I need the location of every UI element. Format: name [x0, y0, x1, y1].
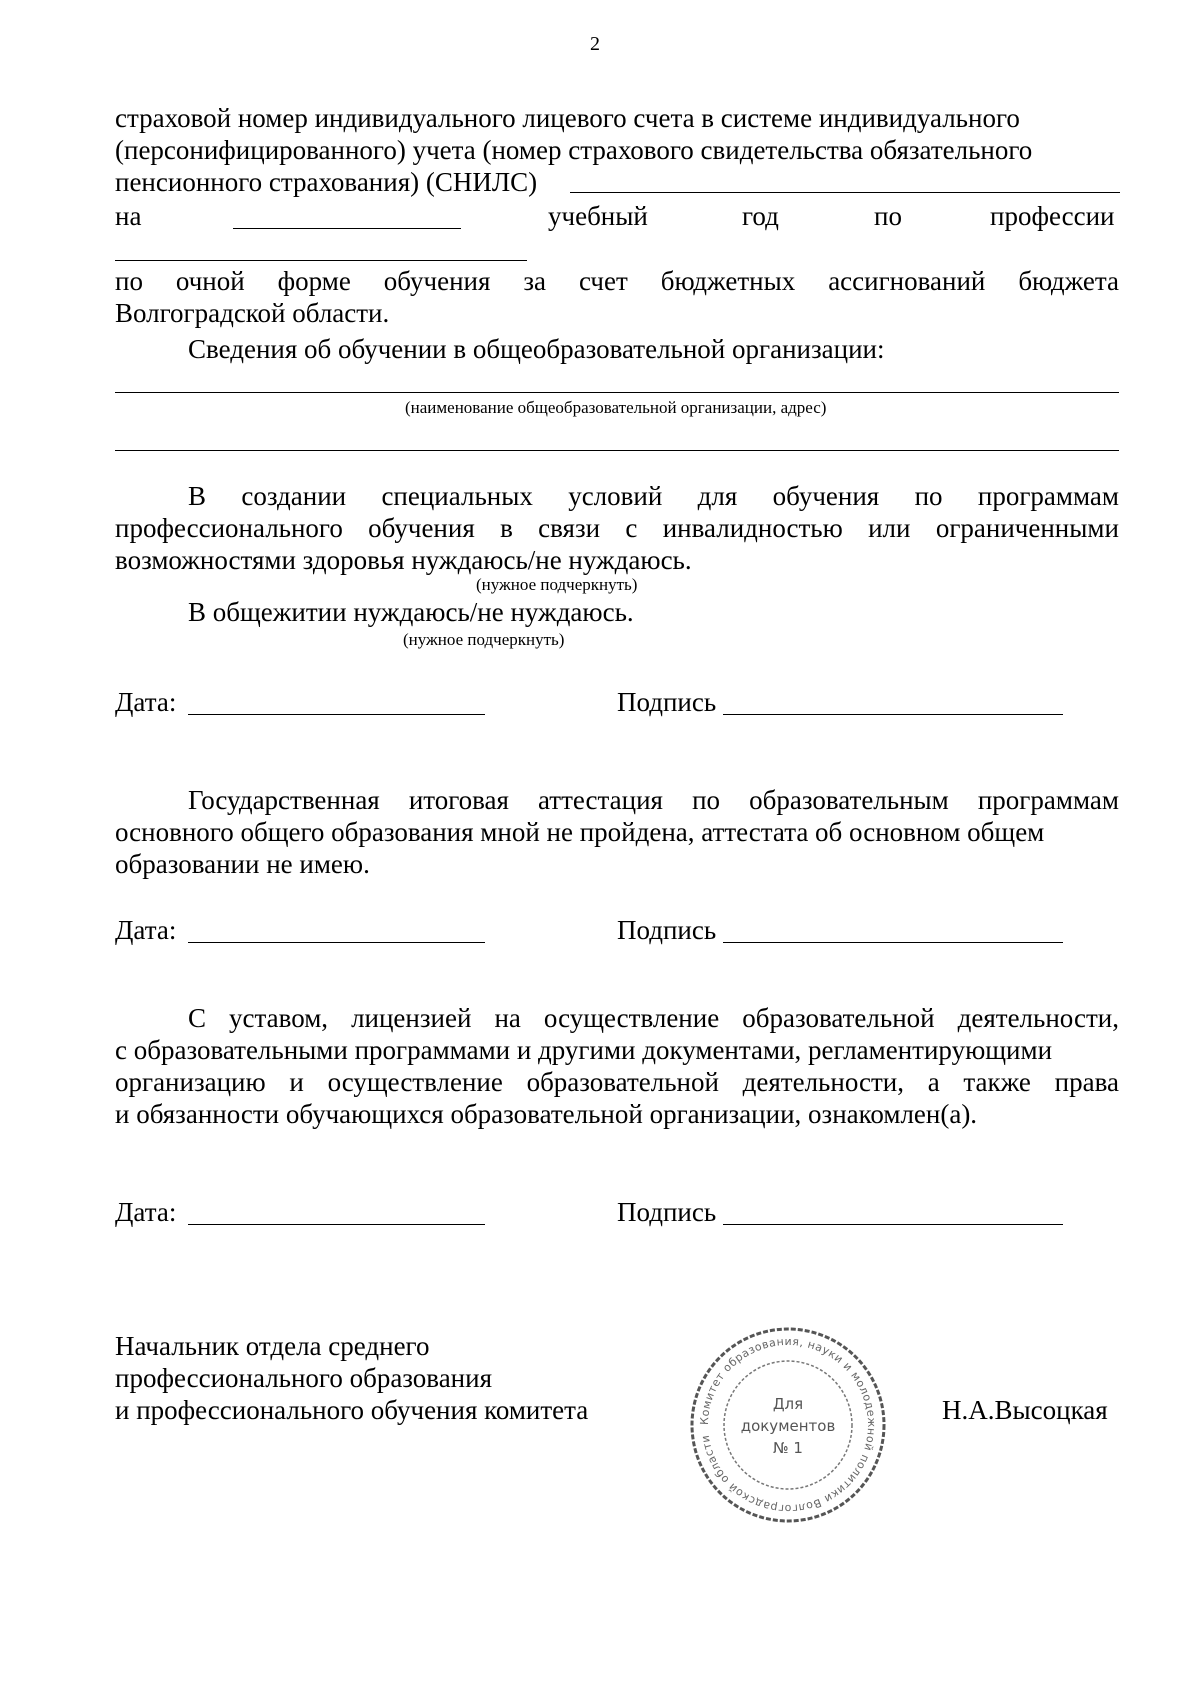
dormitory-hint: (нужное подчеркнуть)	[403, 630, 565, 649]
acquaintance-line-4: и обязанности обучающихся образовательной организации, ознакомлен(а).	[115, 1099, 978, 1129]
study-form-line-2: Волгоградской области.	[115, 298, 390, 328]
date-blank-1[interactable]	[188, 714, 485, 715]
acquaintance-word: права	[1054, 1067, 1119, 1097]
attestation-word: по	[692, 785, 721, 815]
attestation-word: программам	[977, 785, 1119, 815]
snils-blank[interactable]	[570, 192, 1120, 193]
special-conditions-word: обучения	[368, 513, 475, 543]
acquaintance-word: также	[963, 1067, 1031, 1097]
attestation-line-2: основного общего образования мной не пройдена, аттестата об основном общем	[115, 817, 1045, 847]
special-conditions-word: ограниченными	[935, 513, 1119, 543]
study-form-word: бюджета	[1018, 266, 1119, 296]
special-conditions-line-1	[188, 480, 1119, 512]
study-form-word: за	[523, 266, 547, 296]
page-number: 2	[590, 33, 600, 55]
special-conditions-hint: (нужное подчеркнуть)	[476, 575, 638, 594]
acquaintance-word: образовательной	[742, 1003, 935, 1033]
signatory-name: Н.А.Высоцкая	[942, 1395, 1108, 1425]
special-conditions-word: создании	[241, 481, 347, 511]
study-form-word: счет	[578, 266, 628, 296]
school-name-blank[interactable]	[115, 392, 1119, 393]
special-conditions-word: профессионального	[115, 513, 343, 543]
year-row-word-4: по	[874, 201, 902, 231]
stamp-center-line-2: документов	[740, 1417, 836, 1435]
acquaintance-word: а	[927, 1067, 940, 1097]
signature-blank-3[interactable]	[723, 1224, 1063, 1225]
date-blank-2[interactable]	[188, 942, 485, 943]
attestation-word: аттестация	[538, 785, 663, 815]
study-form-word: форме	[277, 266, 351, 296]
special-conditions-line-2	[115, 512, 1119, 544]
special-conditions-word: специальных	[381, 481, 533, 511]
special-conditions-word: по	[914, 481, 943, 511]
snils-line-3: пенсионного страхования) (СНИЛС)	[115, 167, 538, 197]
acquaintance-word: С	[188, 1003, 207, 1033]
attestation-line-3: образовании не имею.	[115, 849, 370, 879]
study-form-line-1	[115, 265, 1119, 297]
attestation-line-1	[188, 784, 1119, 816]
acquaintance-word: на	[494, 1003, 521, 1033]
date-label-3: Дата:	[115, 1197, 177, 1227]
sign-label-1: Подпись	[617, 687, 717, 717]
special-conditions-word: В	[188, 481, 207, 511]
date-label-2: Дата:	[115, 915, 177, 945]
study-form-word: ассигнований	[828, 266, 986, 296]
official-position-line-3: и профессионального обучения комитета	[115, 1395, 589, 1425]
acquaintance-word: осуществление	[327, 1067, 503, 1097]
attestation-word: Государственная	[188, 785, 380, 815]
acquaintance-word: деятельности,	[742, 1067, 904, 1097]
date-blank-3[interactable]	[188, 1224, 485, 1225]
year-row-word-2: учебный	[548, 201, 648, 231]
school-address-blank[interactable]	[115, 450, 1119, 451]
school-info-heading: Сведения об обучении в общеобразовательной организации:	[188, 334, 885, 364]
acquaintance-line-1	[188, 1002, 1119, 1034]
study-form-word: по	[115, 266, 143, 296]
stamp-outer-textpath: Комитет образования, науки и молодежной политики Волгоградской области	[697, 1334, 879, 1516]
special-conditions-word: связи	[538, 513, 601, 543]
acquaintance-word: образовательной	[526, 1067, 719, 1097]
special-conditions-line-3: возможностями здоровья нуждаюсь/не нуждаюсь.	[115, 545, 692, 575]
acquaintance-line-2: с образовательными программами и другими документами, регламентирующими	[115, 1035, 1053, 1065]
special-conditions-word: с	[625, 513, 638, 543]
attestation-word: образовательным	[749, 785, 949, 815]
special-conditions-word: программам	[977, 481, 1119, 511]
stamp-center-line-3: № 1	[773, 1439, 803, 1457]
study-form-word: обучения	[383, 266, 491, 296]
acquaintance-word: и	[289, 1067, 304, 1097]
acquaintance-word: организацию	[115, 1067, 266, 1097]
acquaintance-word: осуществление	[543, 1003, 720, 1033]
acquaintance-line-3	[115, 1066, 1119, 1098]
special-conditions-word: или	[868, 513, 911, 543]
date-label-1: Дата:	[115, 687, 177, 717]
acquaintance-word: деятельности,	[957, 1003, 1119, 1033]
year-row-word-5: профессии	[990, 201, 1115, 231]
school-name-caption: (наименование общеобразовательной организации, адрес)	[405, 398, 827, 417]
official-position-line-1: Начальник отдела среднего	[115, 1331, 430, 1361]
academic-year-blank[interactable]	[233, 228, 461, 229]
official-position-line-2: профессионального образования	[115, 1363, 492, 1393]
special-conditions-word: для	[697, 481, 738, 511]
official-stamp	[688, 1325, 888, 1525]
special-conditions-word: обучения	[772, 481, 880, 511]
stamp-center-line-1: Для	[772, 1395, 804, 1413]
snils-line-2: (персонифицированного) учета (номер страхового свидетельства обязательного	[115, 135, 1033, 165]
special-conditions-word: условий	[568, 481, 663, 511]
acquaintance-word: лицензией	[351, 1003, 472, 1033]
special-conditions-word: в	[500, 513, 513, 543]
sign-label-2: Подпись	[617, 915, 717, 945]
study-form-word: очной	[175, 266, 245, 296]
attestation-word: итоговая	[408, 785, 509, 815]
signature-blank-1[interactable]	[723, 714, 1063, 715]
snils-line-1: страховой номер индивидуального лицевого счета в системе индивидуального	[115, 103, 1020, 133]
acquaintance-word: уставом,	[229, 1003, 329, 1033]
signature-blank-2[interactable]	[723, 942, 1063, 943]
sign-label-3: Подпись	[617, 1197, 717, 1227]
year-row-word-3: год	[742, 201, 779, 231]
dormitory-text: В общежитии нуждаюсь/не нуждаюсь.	[188, 597, 634, 627]
special-conditions-word: инвалидностью	[662, 513, 843, 543]
study-form-word: бюджетных	[660, 266, 796, 296]
profession-blank[interactable]	[115, 260, 527, 261]
year-row-word-1: на	[115, 201, 142, 231]
